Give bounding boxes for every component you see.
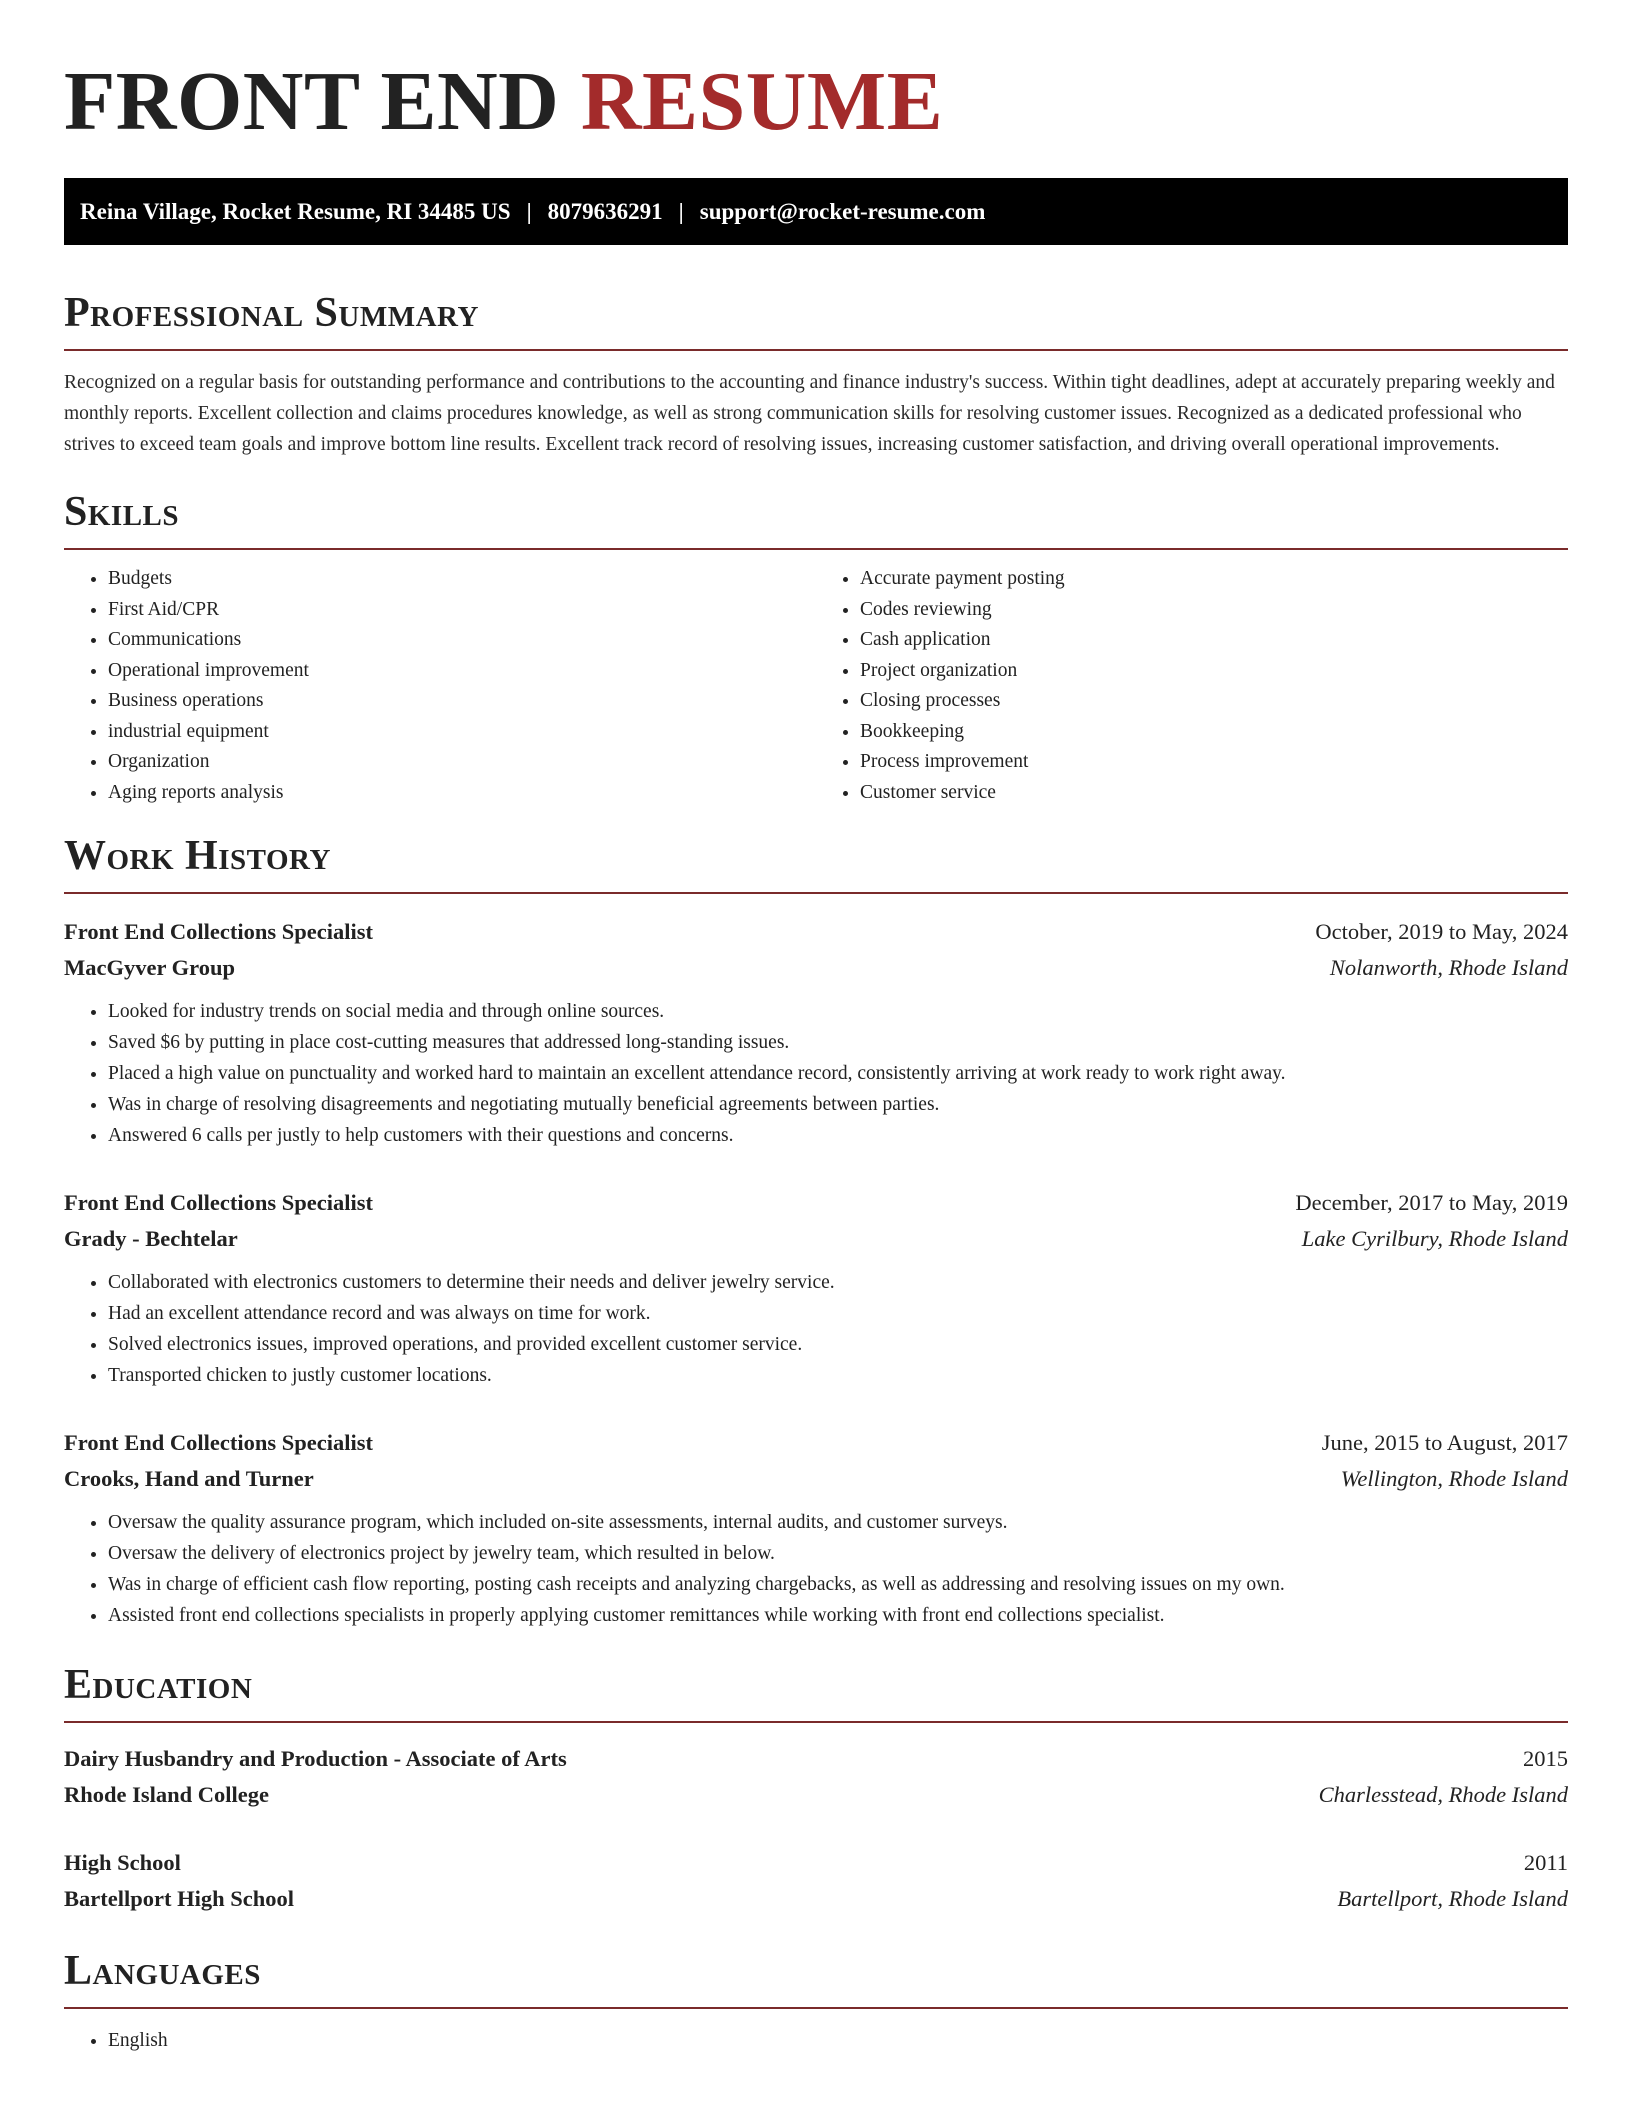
job-bullets (64, 1507, 1568, 1631)
job-location: Wellington, Rhode Island (1340, 1466, 1568, 1491)
title-main: FRONT END (64, 55, 560, 148)
work-history-section (64, 832, 1568, 1631)
skill-item: • Project organization (860, 656, 1568, 687)
education-school-row (64, 1881, 1568, 1917)
languages-section (64, 1947, 1568, 2056)
job-title: Front End Collections Specialist (64, 1430, 373, 1455)
job-entry (64, 914, 1568, 1151)
job-company: MacGyver Group (64, 955, 236, 980)
job-company: Crooks, Hand and Turner (64, 1466, 314, 1491)
job-bullet: • Transported chicken to justly customer locations. (108, 1360, 1568, 1391)
contact-address: Reina Village, Rocket Resume, RI 34485 US (80, 198, 511, 224)
section-heading-summary: Professional Summary (64, 289, 1568, 351)
skills-list-right (816, 564, 1568, 808)
job-bullet: • Collaborated with electronics customers to determine their needs and deliver jewelry service. (108, 1267, 1568, 1298)
job-dates: October, 2019 to May, 2024 (1315, 919, 1568, 944)
education-degree-row (64, 1845, 1568, 1881)
education-location: Charlesstead, Rhode Island (1318, 1782, 1568, 1807)
section-heading-skills: Skills (64, 488, 1568, 550)
job-bullet: • Solved electronics issues, improved operations, and provided excellent customer service. (108, 1329, 1568, 1360)
skill-item: • Budgets (108, 564, 816, 595)
skills-grid (64, 564, 1568, 808)
job-bullet: • Answered 6 calls per justly to help customers with their questions and concerns. (108, 1120, 1568, 1151)
skill-item: • First Aid/CPR (108, 595, 816, 626)
education-location: Bartellport, Rhode Island (1337, 1886, 1568, 1911)
job-bullet: • Placed a high value on punctuality and worked hard to maintain an excellent attendance record, consistently arriving at work ready to work right away. (108, 1058, 1568, 1089)
education-degree: High School (64, 1850, 181, 1875)
job-bullet: • Assisted front end collections specialists in properly applying customer remittances while working with front end collections specialist. (108, 1600, 1568, 1631)
job-dates: June, 2015 to August, 2017 (1321, 1430, 1568, 1455)
education-degree-row (64, 1741, 1568, 1777)
skill-item: • Organization (108, 747, 816, 778)
summary-text: Recognized on a regular basis for outstanding performance and contributions to the accounting and finance industry's success. Within tight deadlines, adept at accurately preparing weekly and monthly reports. Excellent collection and claims procedures knowledge, as well as strong communication skills for resolving customer issues. Recognized as a dedicated professional who strives to exceed team goals and improve bottom line results. Excellent track record of resolving issues, increasing customer satisfaction, and driving overall operational improvements. (64, 372, 1555, 455)
skill-item: • Operational improvement (108, 656, 816, 687)
contact-phone: 8079636291 (547, 198, 663, 224)
skill-item: • Cash application (860, 625, 1568, 656)
section-heading-languages: Languages (64, 1947, 1568, 2009)
section-heading-education: Education (64, 1661, 1568, 1723)
job-bullet: • Was in charge of efficient cash flow reporting, posting cash receipts and analyzing chargebacks, as well as addressing and resolving issues on my own. (108, 1569, 1568, 1600)
skill-item: • Process improvement (860, 747, 1568, 778)
skill-item: • Accurate payment posting (860, 564, 1568, 595)
job-title: Front End Collections Specialist (64, 919, 373, 944)
job-bullets (64, 996, 1568, 1151)
title-accent: RESUME (580, 55, 944, 148)
job-entry (64, 1185, 1568, 1391)
language-item: • English (108, 2025, 1568, 2056)
education-entry (64, 1741, 1568, 1813)
skills-list-left (64, 564, 816, 808)
job-bullet: • Oversaw the delivery of electronics project by jewelry team, which resulted in below. (108, 1538, 1568, 1569)
professional-summary-section (64, 289, 1568, 460)
education-section (64, 1661, 1568, 1917)
skill-item: • Customer service (860, 778, 1568, 809)
job-company-row (64, 950, 1568, 986)
resume-title (64, 0, 1568, 146)
job-bullet: • Saved $6 by putting in place cost-cutting measures that addressed long-standing issues. (108, 1027, 1568, 1058)
skill-item: • Aging reports analysis (108, 778, 816, 809)
job-bullet: • Had an excellent attendance record and was always on time for work. (108, 1298, 1568, 1329)
job-title-row (64, 914, 1568, 950)
contact-bar (64, 178, 1568, 245)
job-bullets (64, 1267, 1568, 1391)
skill-item: • Communications (108, 625, 816, 656)
contact-email: support@rocket-resume.com (699, 198, 986, 224)
job-bullet: • Looked for industry trends on social media and through online sources. (108, 996, 1568, 1027)
skill-item: • Bookkeeping (860, 717, 1568, 748)
skill-item: • industrial equipment (108, 717, 816, 748)
job-dates: December, 2017 to May, 2019 (1295, 1190, 1568, 1215)
education-school-row (64, 1777, 1568, 1813)
job-company-row (64, 1221, 1568, 1257)
education-entry (64, 1845, 1568, 1917)
skill-item: • Closing processes (860, 686, 1568, 717)
education-degree: Dairy Husbandry and Production - Associate of Arts (64, 1746, 567, 1771)
job-entry (64, 1425, 1568, 1631)
job-title-row (64, 1425, 1568, 1461)
education-year: 2015 (1523, 1746, 1568, 1771)
languages-list (64, 2025, 1568, 2056)
job-company: Grady - Bechtelar (64, 1226, 238, 1251)
job-location: Nolanworth, Rhode Island (1329, 955, 1568, 980)
job-location: Lake Cyrilbury, Rhode Island (1301, 1226, 1568, 1251)
job-bullet: • Oversaw the quality assurance program, which included on-site assessments, internal audits, and customer surveys. (108, 1507, 1568, 1538)
section-heading-work-history: Work History (64, 832, 1568, 894)
skill-item: • Codes reviewing (860, 595, 1568, 626)
job-company-row (64, 1461, 1568, 1497)
job-title: Front End Collections Specialist (64, 1190, 373, 1215)
education-school: Bartellport High School (64, 1886, 294, 1911)
skills-section (64, 488, 1568, 808)
job-title-row (64, 1185, 1568, 1221)
education-school: Rhode Island College (64, 1782, 270, 1807)
education-year: 2011 (1523, 1850, 1568, 1875)
job-bullet: • Was in charge of resolving disagreements and negotiating mutually beneficial agreements between parties. (108, 1089, 1568, 1120)
contact-separator: | (526, 198, 532, 224)
skill-item: • Business operations (108, 686, 816, 717)
contact-separator: | (678, 198, 684, 224)
